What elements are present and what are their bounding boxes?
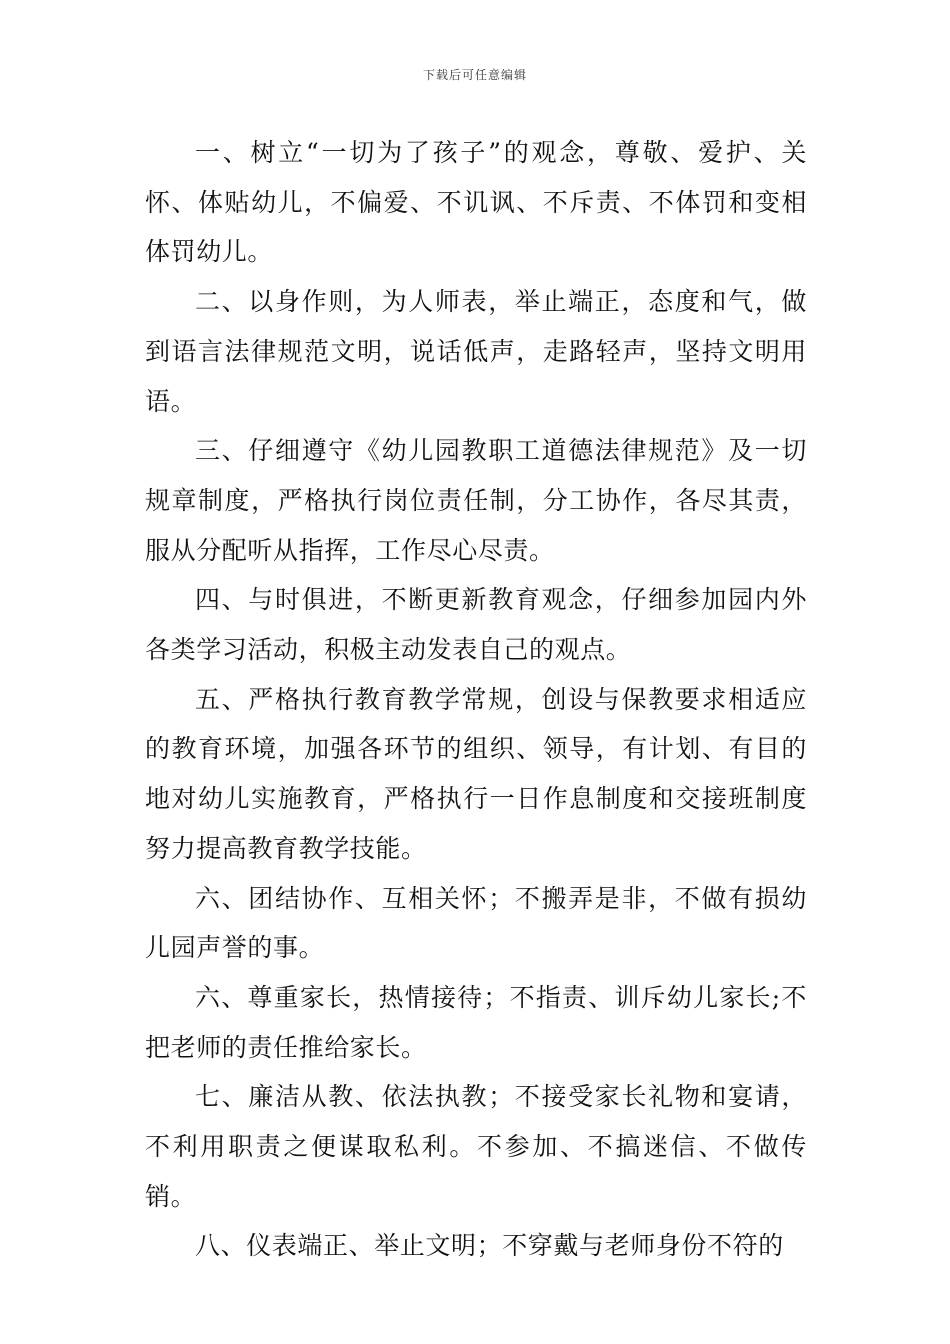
paragraph-8: 七、廉洁从教、依法执教；不接受家长礼物和宴请，不利用职责之便谋取私利。不参加、不搞迷信、不做传销。	[145, 1082, 807, 1211]
paragraph-6: 六、团结协作、互相关怀；不搬弄是非，不做有损幼儿园声誉的事。	[145, 883, 807, 963]
document-body	[145, 128, 807, 1271]
paragraph-7: 六、尊重家长，热情接待；不指责、训斥幼儿家长;不把老师的责任推给家长。	[145, 982, 807, 1062]
paragraph-2: 二、以身作则，为人师表，举止端正，态度和气，做到语言法律规范文明，说话低声，走路轻声，坚持文明用语。	[145, 287, 807, 416]
paragraph-5: 五、严格执行教育教学常规，创设与保教要求相适应的教育环境，加强各环节的组织、领导，有计划、有目的地对幼儿实施教育，严格执行一日作息制度和交接班制度努力提高教育教学技能。	[145, 684, 807, 863]
page-header-note: 下载后可任意编辑	[422, 68, 527, 82]
paragraph-3: 三、仔细遵守《幼儿园教职工道德法律规范》及一切规章制度，严格执行岗位责任制，分工协作，各尽其责，服从分配听从指挥，工作尽心尽责。	[145, 436, 807, 565]
paragraph-9: 八、仪表端正、举止文明；不穿戴与老师身份不符的	[195, 1231, 784, 1261]
paragraph-1: 一、树立“一切为了孩子”的观念，尊敬、爱护、关怀、体贴幼儿，不偏爱、不讥讽、不斥责、不体罚和变相体罚幼儿。	[145, 138, 807, 267]
paragraph-4: 四、与时俱进，不断更新教育观念，仔细参加园内外各类学习活动，积极主动发表自己的观点。	[145, 585, 807, 665]
